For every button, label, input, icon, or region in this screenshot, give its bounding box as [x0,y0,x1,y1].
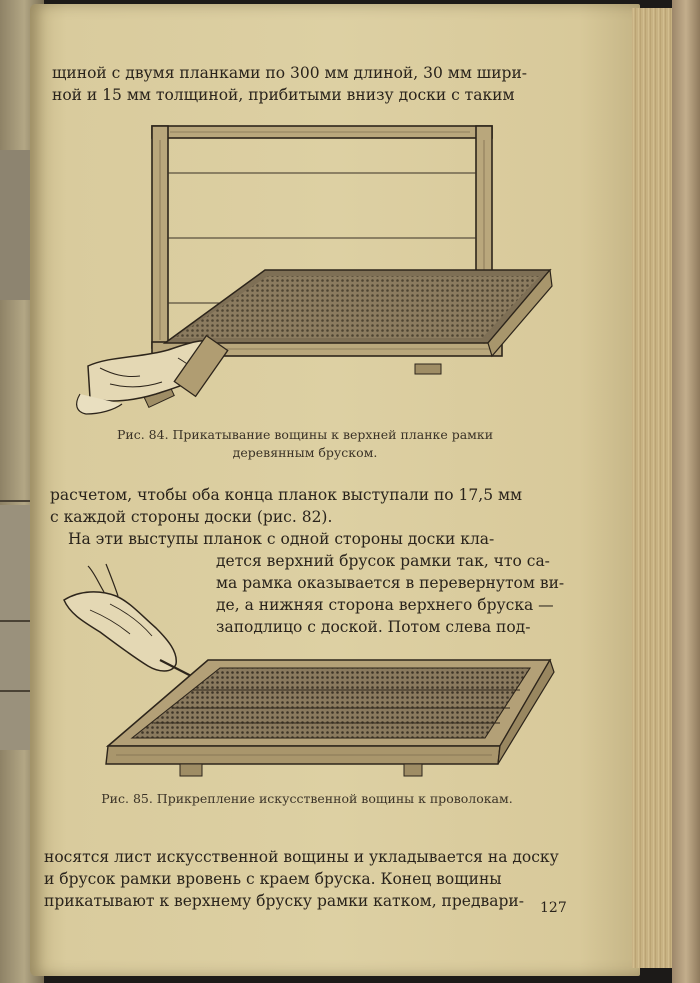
text-line: де, а нижняя сторона верхнего бруска — [216,596,554,614]
text-line: ной и 15 мм толщиной, прибитыми внизу доски с таким [52,86,515,104]
caption-line: деревянным бруском. [232,445,378,460]
top-paragraph [52,62,580,106]
caption-line: Рис. 84. Прикатывание вощины к верхней планке рамки [116,427,494,442]
text-line: заподлицо с доской. Потом слева под- [216,618,531,636]
figure-85-illustration [60,560,560,785]
figure-85-caption [72,790,542,808]
text-line: На эти выступы планок с одной стороны доски кла- [68,530,495,548]
caption-line: Рис. 85. Прикрепление искусственной вощины к проволокам. [101,791,513,806]
text-line: прикатывают к верхнему бруску рамки катком, предвари- [44,892,524,910]
text-line: дется верхний брусок рамки так, что са- [216,552,550,570]
text-line: ма рамка оказывается в перевернутом ви- [216,574,565,592]
text-line: с каждой стороны доски (рис. 82). [50,508,333,526]
text-line: щиной с двумя планками по 300 мм длиной, 30 мм шири- [52,64,528,82]
bottom-paragraph [44,846,584,912]
figure-84-illustration [70,118,560,418]
page-number: 127 [540,900,567,916]
text-line: носятся лист искусственной вощины и укладывается на доску [44,848,559,866]
figure-84-caption [80,426,530,462]
text-line: и брусок рамки вровень с краем бруска. Конец вощины [44,870,502,888]
book-cover-edge [672,0,700,983]
text-line: расчетом, чтобы оба конца планок выступали по 17,5 мм [50,486,523,504]
